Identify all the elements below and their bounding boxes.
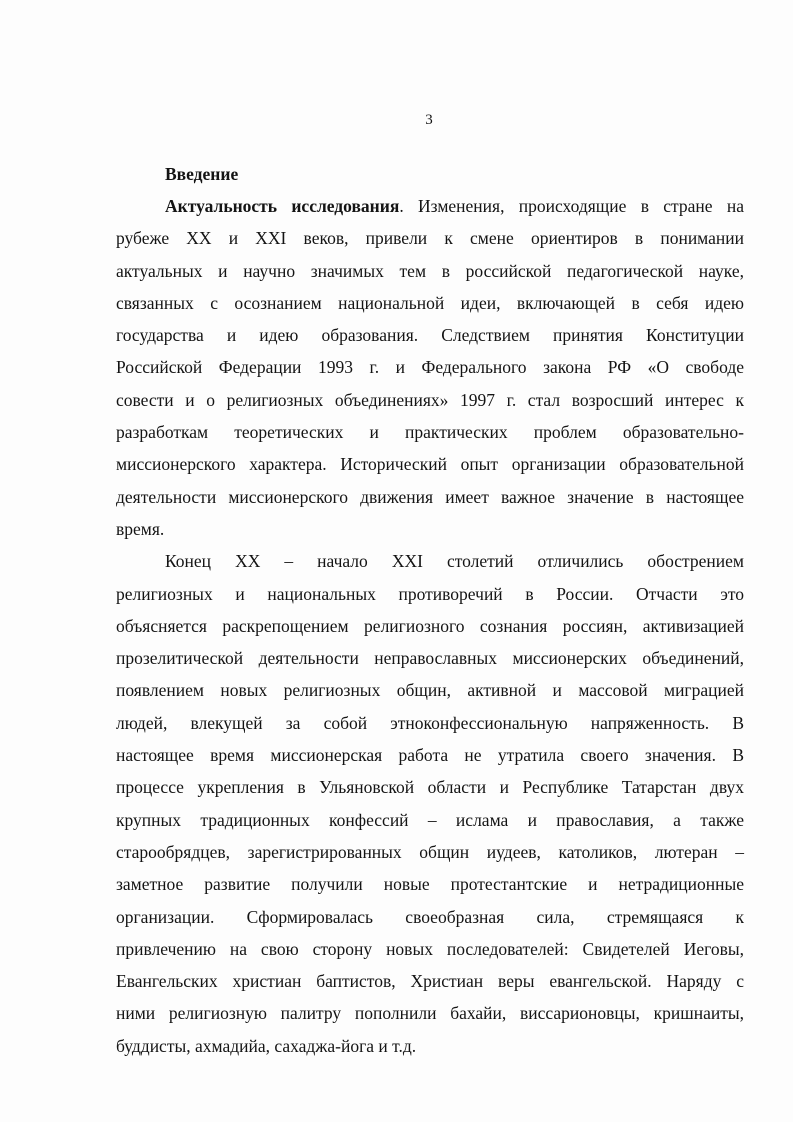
paragraph-line: процессе укрепления в Ульяновской области и Республике Татарстан двух — [116, 777, 744, 798]
paragraph-line: миссионерского характера. Исторический опыт организации образовательной — [116, 454, 744, 475]
paragraph-line: прозелитической деятельности неправославных миссионерских объединений, — [116, 648, 744, 669]
paragraph-line: время. — [116, 518, 165, 539]
paragraph-line: привлечению на свою сторону новых последователей: Свидетелей Иеговы, — [116, 938, 744, 959]
paragraph-contradictions — [116, 545, 744, 1062]
paragraph-line: буддисты, ахмадийа, сахаджа-йога и т.д. — [116, 1035, 417, 1056]
paragraph-line: Конец XX – начало XXI столетий отличились обострением — [165, 551, 744, 572]
paragraph-line: крупных традиционных конфессий – ислама и православия, а также — [116, 809, 744, 830]
paragraph-line: религиозных и национальных противоречий в России. Отчасти это — [116, 583, 744, 604]
paragraph-line: настоящее время миссионерская работа не утратила своего значения. В — [116, 745, 744, 766]
body-text — [116, 158, 744, 1062]
section-title: Введение — [165, 164, 239, 184]
paragraph-line: государства и идею образования. Следствием принятия Конституции — [116, 325, 744, 346]
relevance-lead: Актуальность исследования — [165, 196, 400, 216]
paragraph-line: людей, влекущей за собой этноконфессиональную напряженность. В — [116, 712, 744, 733]
paragraph-line: организации. Сформировалась своеобразная сила, стремящаяся к — [116, 906, 744, 927]
paragraph-line: старообрядцев, зарегистрированных общин иудеев, католиков, лютеран – — [116, 841, 744, 862]
paragraph-line: актуальных и научно значимых тем в российской педагогической науке, — [116, 260, 744, 281]
paragraph-line: Российской Федерации 1993 г. и Федерального закона РФ «О свободе — [116, 357, 744, 378]
paragraph-line: появлением новых религиозных общин, активной и массовой миграцией — [116, 680, 744, 701]
paragraph-line: связанных с осознанием национальной идеи, включающей в себя идею — [116, 292, 744, 313]
paragraph-line: деятельности миссионерского движения имеет важное значение в настоящее — [116, 486, 744, 507]
paragraph-line: совести и о религиозных объединениях» 1997 г. стал возросший интерес к — [116, 389, 744, 410]
paragraph-line: объясняется раскрепощением религиозного сознания россиян, активизацией — [116, 615, 744, 636]
page-number: 3 — [425, 112, 433, 128]
paragraph-line: разработкам теоретических и практических проблем образовательно- — [116, 422, 744, 443]
paragraph-relevance — [116, 190, 744, 545]
paragraph-line: Евангельских христиан баптистов, Христиан веры евангельской. Наряду с — [116, 971, 744, 992]
paragraph-line: заметное развитие получили новые протестантские и нетрадиционные — [116, 874, 744, 895]
paragraph-line: ними религиозную палитру пополнили бахайи, виссарионовцы, кришнаиты, — [116, 1003, 744, 1024]
paragraph-line: рубеже XX и XXI веков, привели к смене ориентиров в понимании — [116, 228, 744, 249]
paragraph-line: Актуальность исследования. Изменения, происходящие в стране на — [165, 196, 745, 216]
